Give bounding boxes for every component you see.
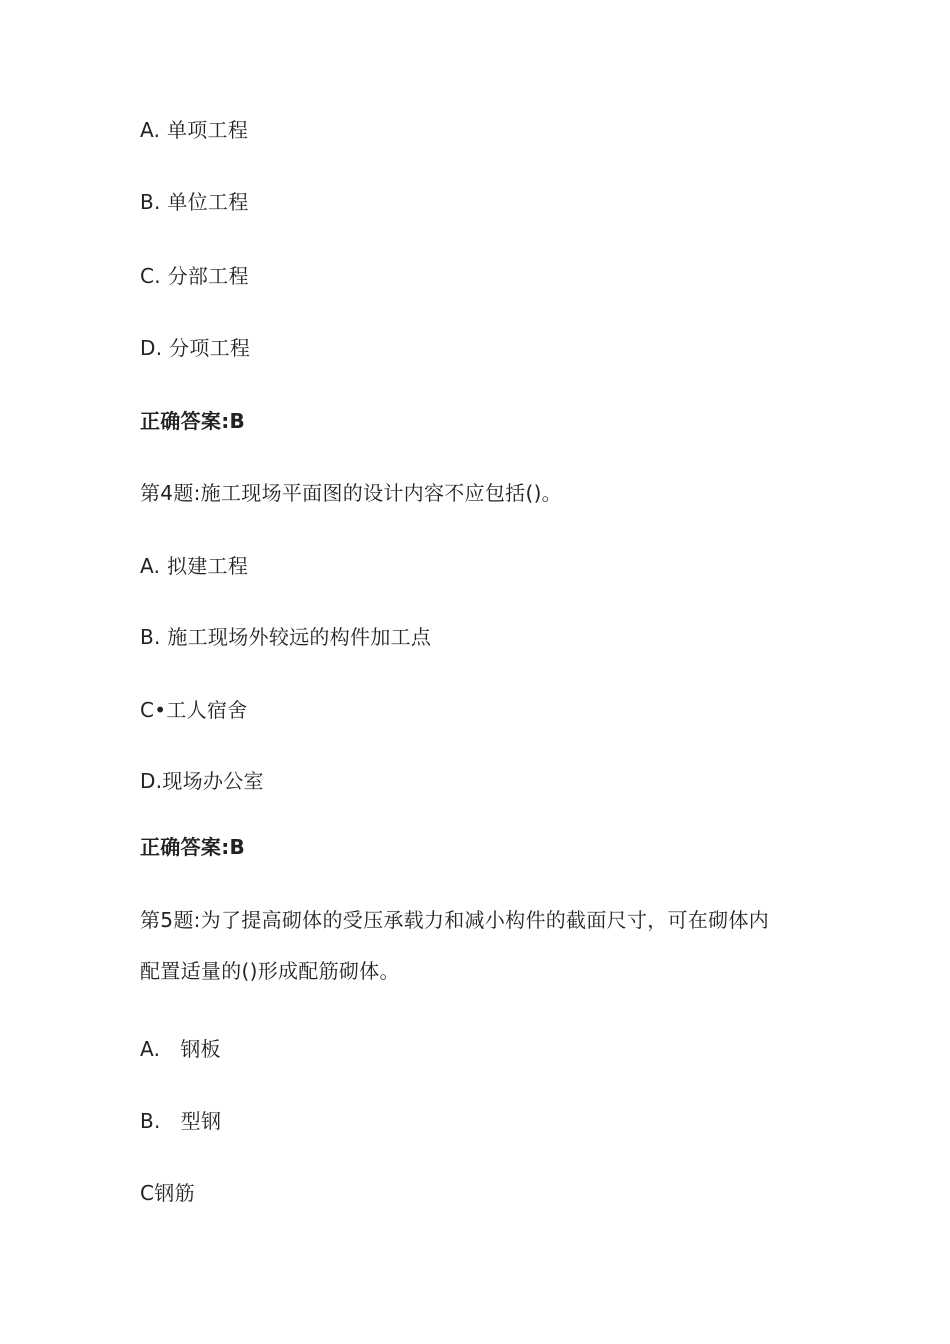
q3-option-d: D. 分项工程 [140, 336, 251, 360]
q3-option-a: A. 单项工程 [140, 118, 249, 142]
q3-correct-answer: 正确答案:B [140, 409, 246, 433]
q4-option-c: C•工人宿舍 [140, 698, 248, 722]
q5-question-line-2: 配置适量的()形成配筋砌体。 [140, 959, 400, 983]
q5-option-b: B. 型钢 [140, 1109, 222, 1133]
q4-option-b: B. 施工现场外较远的构件加工点 [140, 625, 432, 649]
q4-option-a: A. 拟建工程 [140, 554, 249, 578]
q3-option-b: B. 单位工程 [140, 190, 249, 214]
q4-question: 第4题:施工现场平面图的设计内容不应包括()。 [140, 481, 562, 505]
q5-option-c: C钢筋 [140, 1181, 195, 1205]
q3-option-c: C. 分部工程 [140, 264, 249, 288]
q5-question-line-1: 第5题:为了提高砌体的受压承载力和减小构件的截面尺寸，可在砌体内 [140, 908, 770, 932]
q5-option-a: A. 钢板 [140, 1037, 221, 1061]
q4-correct-answer: 正确答案:B [140, 835, 246, 859]
q4-option-d: D.现场办公室 [140, 769, 264, 793]
